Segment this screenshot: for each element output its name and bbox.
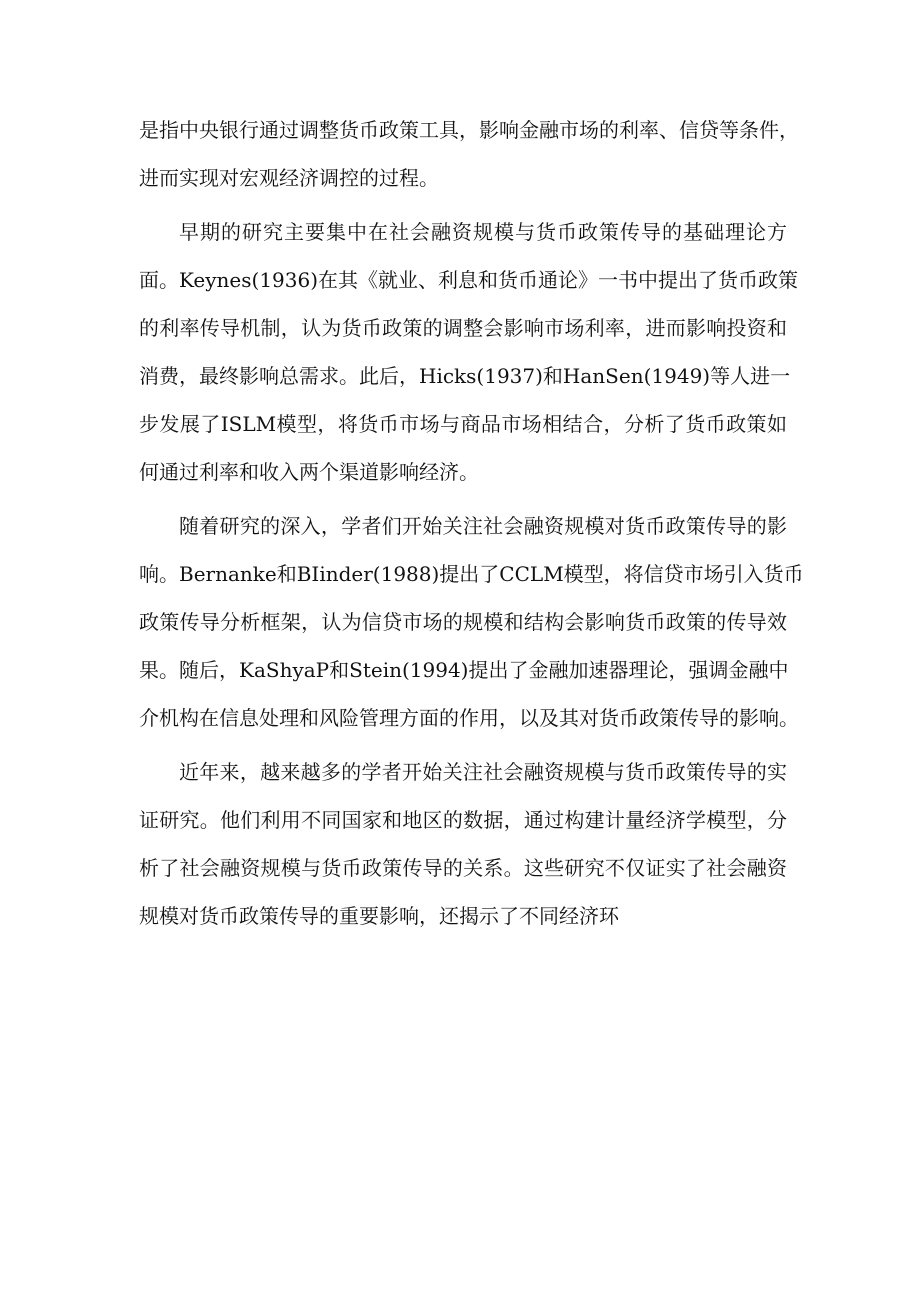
paragraph-2 [139,208,799,496]
text-line: 面。Keynes(1936)在其《就业、利息和货币通论》一书中提出了货币政策 [139,268,799,292]
text-line: 政策传导分析框架，认为信贷市场的规模和结构会影响货币政策的传导效 [139,610,787,634]
text-line: 何通过利率和收入两个渠道影响经济。 [139,460,479,484]
text-line: 证研究。他们利用不同国家和地区的数据，通过构建计量经济学模型，分 [139,808,787,832]
text-line: 规模对货币政策传导的重要影响，还揭示了不同经济环 [139,904,619,928]
text-line: 消费，最终影响总需求。此后，Hicks(1937)和HanSen(1949)等人进一 [139,364,791,388]
paragraph-1 [139,106,799,202]
text-line: 早期的研究主要集中在社会融资规模与货币政策传导的基础理论方 [179,220,787,244]
text-line: 的利率传导机制，认为货币政策的调整会影响市场利率，进而影响投资和 [139,316,787,340]
text-line: 进而实现对宏观经济调控的过程。 [139,166,439,190]
text-line: 介机构在信息处理和风险管理方面的作用，以及其对货币政策传导的影响。 [139,706,799,730]
paragraph-3 [139,502,804,742]
text-line: 步发展了ISLM模型，将货币市场与商品市场相结合，分析了货币政策如 [139,412,787,436]
text-line: 响。Bernanke和BIinder(1988)提出了CCLM模型，将信贷市场引入货币 [139,562,804,586]
document-body [139,106,804,946]
text-line: 是指中央银行通过调整货币政策工具，影响金融市场的利率、信贷等条件， [139,118,799,142]
text-line: 近年来，越来越多的学者开始关注社会融资规模与货币政策传导的实 [179,760,787,784]
text-line: 果。随后，KaShyaP和Stein(1994)提出了金融加速器理论，强调金融中 [139,658,789,682]
text-line: 析了社会融资规模与货币政策传导的关系。这些研究不仅证实了社会融资 [139,856,787,880]
paragraph-4 [139,748,787,940]
text-line: 随着研究的深入，学者们开始关注社会融资规模对货币政策传导的影 [179,514,787,538]
